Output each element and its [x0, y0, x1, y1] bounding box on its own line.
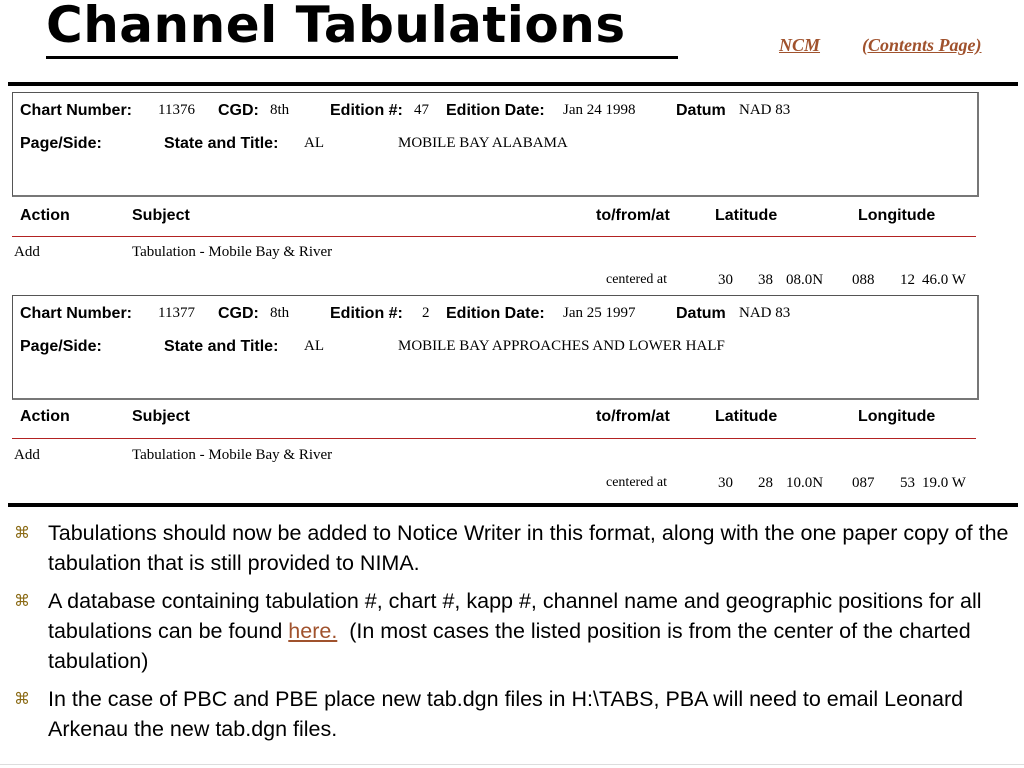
- cgd-label: CGD:: [218, 305, 259, 322]
- chart-title-value: MOBILE BAY ALABAMA: [398, 135, 568, 151]
- command-key-icon: ⌘: [14, 523, 30, 542]
- edition-number-value: 47: [414, 102, 429, 118]
- latitude-degrees: 30: [718, 475, 733, 491]
- command-key-icon: ⌘: [14, 689, 30, 708]
- edition-date-label: Edition Date:: [446, 305, 545, 322]
- longitude-column-header: Longitude: [858, 408, 936, 425]
- action-column-header: Action: [20, 408, 70, 425]
- longitude-minutes: 53: [900, 475, 915, 491]
- longitude-column-header: Longitude: [858, 207, 936, 224]
- subject-column-header: Subject: [132, 207, 190, 224]
- to-from-at-value: centered at: [606, 475, 668, 490]
- notes-list: [14, 518, 1014, 752]
- latitude-minutes: 28: [758, 475, 773, 491]
- longitude-seconds: 19.0 W: [922, 475, 966, 491]
- chart-title-value: MOBILE BAY APPROACHES AND LOWER HALF: [398, 338, 725, 354]
- ncm-link[interactable]: NCM: [779, 35, 821, 55]
- title-underline: [46, 56, 678, 59]
- datum-value: NAD 83: [739, 102, 791, 118]
- subject-value: Tabulation - Mobile Bay & River: [132, 447, 333, 463]
- command-key-icon: ⌘: [14, 591, 30, 610]
- note-item: [14, 518, 1014, 578]
- edition-number-label: Edition #:: [330, 305, 403, 322]
- page-title: Channel Tabulations: [46, 0, 626, 54]
- contents-page-link[interactable]: (Contents Page): [862, 35, 982, 55]
- bottom-divider: [8, 503, 1018, 507]
- edition-date-value: Jan 24 1998: [563, 102, 636, 118]
- chart-number-value: 11377: [158, 305, 195, 321]
- latitude-seconds: 08.0N: [786, 272, 824, 288]
- subject-column-header: Subject: [132, 408, 190, 425]
- latitude-seconds: 10.0N: [786, 475, 824, 491]
- to-from-at-column-header: to/from/at: [596, 207, 670, 224]
- edition-number-value: 2: [422, 305, 430, 321]
- longitude-seconds: 46.0 W: [922, 272, 966, 288]
- datum-label: Datum: [676, 305, 726, 322]
- note-text: In the case of PBC and PBE place new tab.dgn files in H:\TABS, PBA will need to email Leonard Arkenau the new tab.dgn files.: [48, 687, 964, 741]
- footer-line: [0, 764, 1024, 765]
- column-divider: [12, 236, 976, 237]
- datum-value: NAD 83: [739, 305, 791, 321]
- latitude-column-header: Latitude: [715, 207, 778, 224]
- edition-date-value: Jan 25 1997: [563, 305, 636, 321]
- database-here-link[interactable]: here.: [288, 619, 338, 643]
- chart-number-label: Chart Number:: [20, 102, 133, 119]
- page-side-label: Page/Side:: [20, 338, 102, 355]
- chart-number-value: 11376: [158, 102, 195, 118]
- edition-date-label: Edition Date:: [446, 102, 545, 119]
- longitude-degrees: 087: [852, 475, 875, 491]
- to-from-at-value: centered at: [606, 272, 668, 287]
- note-item: [14, 586, 1014, 676]
- action-value: Add: [14, 244, 40, 260]
- to-from-at-column-header: to/from/at: [596, 408, 670, 425]
- top-divider: [8, 82, 1018, 86]
- datum-label: Datum: [676, 102, 726, 119]
- longitude-degrees: 088: [852, 272, 875, 288]
- page-side-label: Page/Side:: [20, 135, 102, 152]
- latitude-column-header: Latitude: [715, 408, 778, 425]
- chart-number-label: Chart Number:: [20, 305, 133, 322]
- subject-value: Tabulation - Mobile Bay & River: [132, 244, 333, 260]
- note-item: [14, 684, 1014, 744]
- latitude-minutes: 38: [758, 272, 773, 288]
- column-divider: [12, 438, 976, 439]
- action-value: Add: [14, 447, 40, 463]
- note-text-continued: (In most cases the listed position is from the center of the charted tabulation): [48, 619, 977, 673]
- state-value: AL: [304, 135, 324, 151]
- cgd-value: 8th: [270, 102, 290, 118]
- state-value: AL: [304, 338, 324, 354]
- longitude-minutes: 12: [900, 272, 915, 288]
- latitude-degrees: 30: [718, 272, 733, 288]
- cgd-value: 8th: [270, 305, 290, 321]
- note-text: Tabulations should now be added to Notice Writer in this format, along with the one paper copy of the tabulation that is still provided to NIMA.: [48, 521, 1009, 575]
- state-title-label: State and Title:: [164, 338, 279, 355]
- cgd-label: CGD:: [218, 102, 259, 119]
- note-text: A database containing tabulation #, chart #, kapp #, channel name and geographic positions for all tabulations can be found: [48, 589, 982, 643]
- edition-number-label: Edition #:: [330, 102, 403, 119]
- action-column-header: Action: [20, 207, 70, 224]
- state-title-label: State and Title:: [164, 135, 279, 152]
